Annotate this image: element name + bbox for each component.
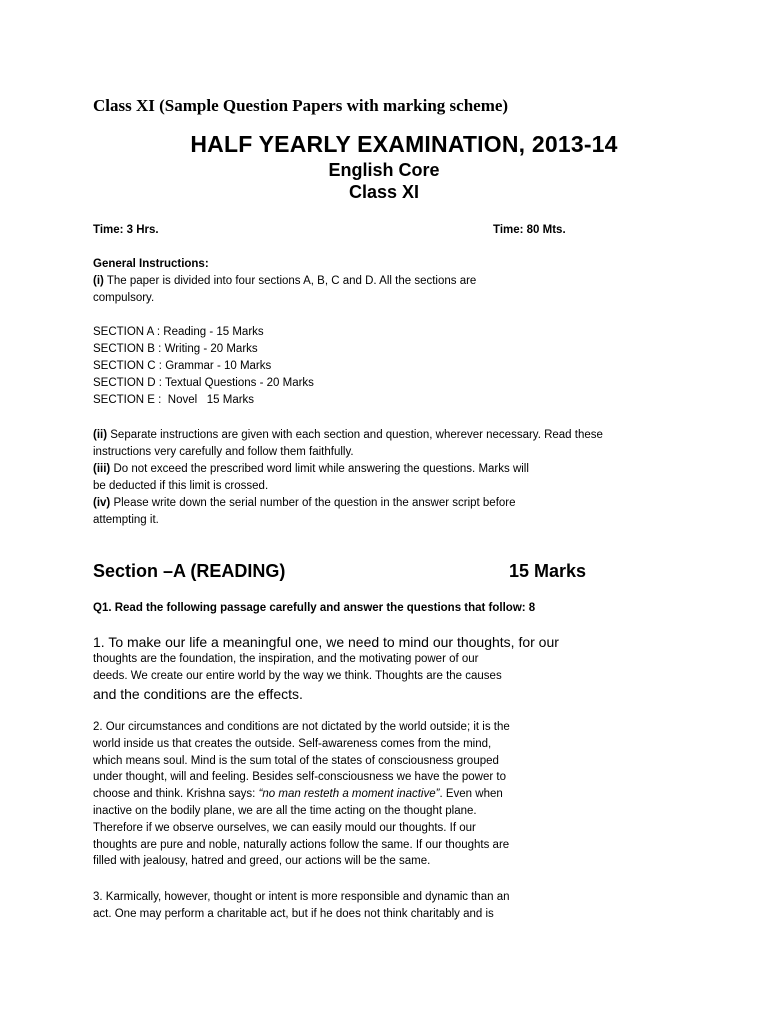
passage-line: thoughts are pure and noble, naturally actions follow the same. If our thoughts are [93,838,510,851]
instruction-iii-cont: be deducted if this limit is crossed. [93,480,269,492]
passage-text: . Even when [439,788,503,801]
section-list [93,324,733,409]
passage-line [93,786,753,803]
instruction-ii-cont: instructions very carefully and follow them faithfully. [93,446,354,458]
instruction-i [93,273,733,290]
further-instructions [93,427,753,529]
instruction-iv-cont: attempting it. [93,514,159,526]
instruction-iii-text: Do not exceed the prescribed word limit while answering the questions. Marks will [110,463,529,475]
instructions-heading: General Instructions: [93,258,209,270]
instruction-i-cont: compulsory. [93,292,155,304]
exam-title: HALF YEARLY EXAMINATION, 2013-14 [190,131,618,157]
passage-text: choose and think. Krishna says: [93,788,259,801]
passage-line: world inside us that creates the outside. Self-awareness comes from the mind, [93,737,492,750]
passage-line: inactive on the bodily plane, we are all the time acting on the thought plane. [93,804,477,817]
instruction-ii [93,427,753,444]
instruction-i-marker: (i) [93,275,104,287]
passage-line: deeds. We create our entire world by the way we think. Thoughts are the causes [93,669,502,682]
subject-title: English Core [328,160,440,180]
question-1: Q1. Read the following passage carefully and answer the questions that follow: 8 [93,602,536,614]
time-right: Time: 80 Mts. [493,224,566,236]
passage-line: which means soul. Mind is the sum total of the states of consciousness grouped [93,754,499,767]
time-left: Time: 3 Hrs. [93,224,159,236]
passage-line: 3. Karmically, however, thought or intent is more responsible and dynamic than an [93,891,510,903]
passage-paragraph-2 [93,719,753,870]
section-list-item: SECTION D : Textual Questions - 20 Marks [93,377,314,389]
instruction-iv [93,495,753,512]
instruction-iv-marker: (iv) [93,497,111,509]
general-instructions [93,256,733,307]
passage-line: and the conditions are the effects. [93,685,303,702]
section-list-item: SECTION C : Grammar - 10 Marks [93,360,272,372]
section-list-item: SECTION E : Novel 15 Marks [93,394,255,406]
passage-line: under thought, will and feeling. Besides self-consciousness we have the power to [93,771,506,784]
passage-line: filled with jealousy, hatred and greed, our actions will be the same. [93,855,431,868]
instruction-iii [93,461,753,478]
passage-line: 1. To make our life a meaningful one, we need to mind our thoughts, for our [93,634,559,650]
passage-line: act. One may perform a charitable act, but if he does not think charitably and is [93,907,494,920]
krishna-quote: “no man resteth a moment inactive” [258,788,440,801]
passage-paragraph-3 [93,889,753,923]
section-list-item: SECTION B : Writing - 20 Marks [93,343,258,355]
passage-line: thoughts are the foundation, the inspiration, and the motivating power of our [93,653,479,665]
instruction-iii-marker: (iii) [93,463,111,475]
section-a-title: Section –A (READING) [93,561,286,581]
series-title: Class XI (Sample Question Papers with marking scheme) [93,96,509,115]
instruction-ii-text: Separate instructions are given with each section and question, wherever necessary. Read these [107,429,603,441]
instruction-i-text: The paper is divided into four sections A, B, C and D. All the sections are [103,275,477,287]
passage-line: 2. Our circumstances and conditions are not dictated by the world outside; it is the [93,721,510,733]
instruction-iv-text: Please write down the serial number of the question in the answer script before [110,497,516,509]
instruction-ii-marker: (ii) [93,429,108,441]
passage-paragraph-1 [93,633,733,703]
section-list-item: SECTION A : Reading - 15 Marks [93,326,264,338]
passage-line: Therefore if we observe ourselves, we can easily mould our thoughts. If our [93,821,476,834]
class-title: Class XI [348,182,420,202]
section-a-marks: 15 Marks [509,561,587,581]
